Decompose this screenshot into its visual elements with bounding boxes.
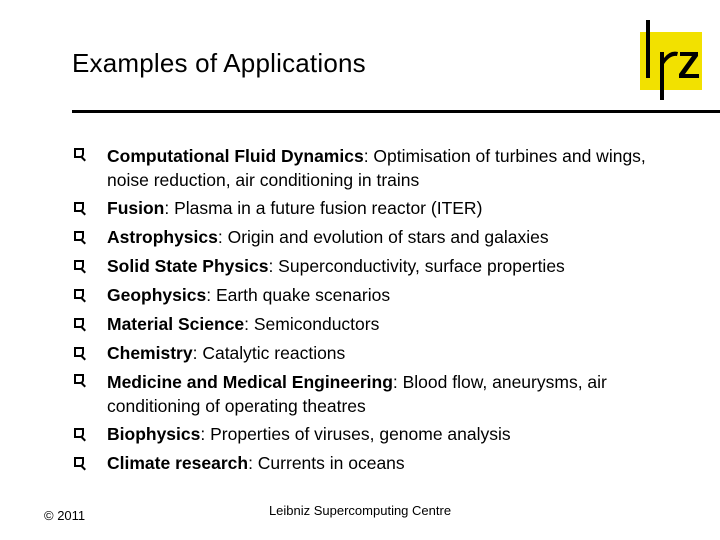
list-item — [72, 368, 692, 420]
copyright-notice: © 2011 — [44, 508, 86, 523]
bullet-text: : Plasma in a future fusion reactor (ITER) — [164, 198, 483, 218]
slide-title: Examples of Applications — [72, 48, 366, 78]
bullet-text: : Origin and evolution of stars and galaxies — [217, 227, 549, 247]
checkbox-bullet-icon — [74, 202, 84, 212]
bullet-text: : Catalytic reactions — [192, 343, 346, 363]
checkbox-bullet-icon — [74, 374, 84, 384]
list-item — [72, 252, 692, 281]
checkbox-bullet-icon — [74, 231, 84, 241]
bullet-term: Chemistry — [107, 343, 193, 363]
bullet-text: : Currents in oceans — [248, 453, 405, 473]
checkbox-bullet-icon — [74, 148, 84, 158]
bullet-text: : Blood flow, aneurysms, air conditioning of operating theatres — [107, 372, 607, 416]
bullet-term: Material Science — [107, 314, 245, 334]
bullet-term: Solid State Physics — [107, 256, 269, 276]
bullet-term: Astrophysics — [107, 227, 218, 247]
checkbox-bullet-icon — [74, 318, 84, 328]
checkbox-bullet-icon — [74, 347, 84, 357]
bullet-term: Medicine and Medical Engineering — [107, 372, 393, 392]
bullet-text: : Properties of viruses, genome analysis — [200, 424, 511, 444]
title-divider — [72, 110, 720, 113]
checkbox-bullet-icon — [74, 457, 84, 467]
bullet-text: : Earth quake scenarios — [206, 285, 391, 305]
bullet-term: Fusion — [107, 198, 165, 218]
bullet-text: : Superconductivity, surface properties — [268, 256, 565, 276]
bullet-list — [72, 142, 692, 478]
bullet-term: Geophysics — [107, 285, 207, 305]
list-item — [72, 142, 692, 194]
lrz-logo-letter-l — [646, 20, 650, 78]
list-item — [72, 281, 692, 310]
footer-organization: Leibniz Supercomputing Centre — [268, 503, 452, 518]
list-item — [72, 310, 692, 339]
list-item — [72, 339, 692, 368]
bullet-term: Biophysics — [107, 424, 201, 444]
bullet-term: Climate research — [107, 453, 249, 473]
list-item — [72, 420, 692, 449]
lrz-logo — [632, 12, 710, 102]
checkbox-bullet-icon — [74, 289, 84, 299]
checkbox-bullet-icon — [74, 260, 84, 270]
list-item — [72, 194, 692, 223]
bullet-term: Computational Fluid Dynamics — [107, 146, 364, 166]
bullet-text: : Semiconductors — [244, 314, 380, 334]
bullet-text: : Optimisation of turbines and wings, noise reduction, air conditioning in trains — [107, 146, 646, 190]
list-item — [72, 449, 692, 478]
checkbox-bullet-icon — [74, 428, 84, 438]
list-item — [72, 223, 692, 252]
